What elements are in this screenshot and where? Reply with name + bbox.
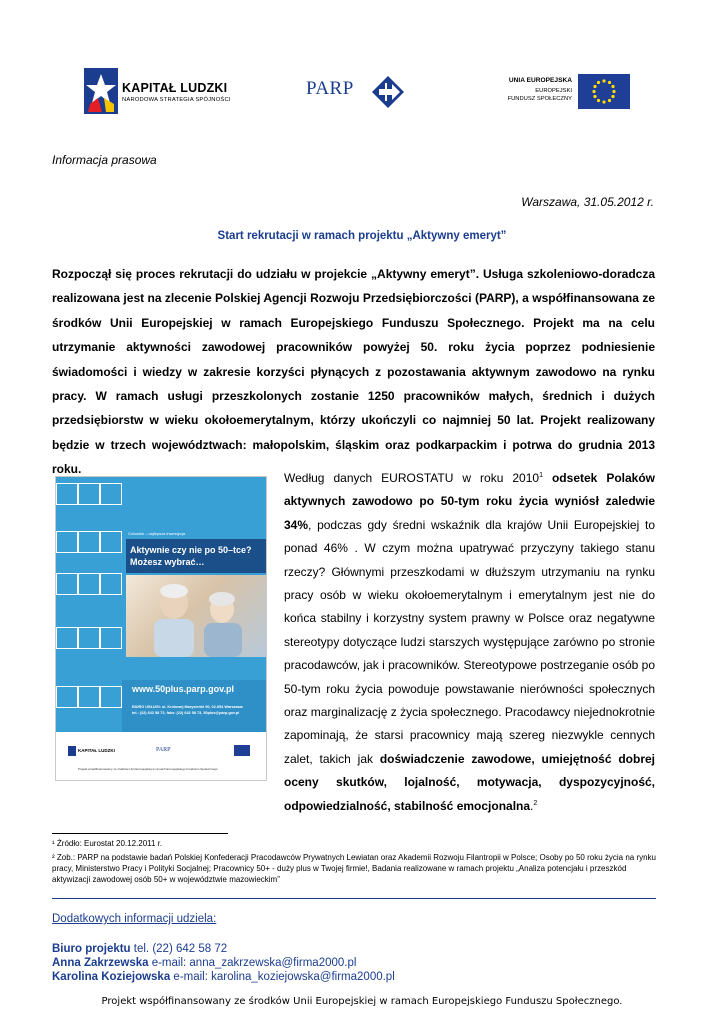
kl-title: KAPITAŁ LUDZKI (122, 81, 228, 95)
brochure-www: www.50plus.parp.gov.pl (132, 684, 235, 694)
eu-flag-icon (578, 74, 630, 109)
lead-paragraph: Rozpoczął się proces rekrutacji do udziału w projekcie „Aktywny emeryt”. Usługa szkoleniowo-doradcza realizowana jest na zlecenie Polskiej Agencji Rozwoju Przedsiębiorczości (PARP), a współfinansowana ze środków Unii Europejskiej w ramach Europejskiego Funduszu Społecznego. Projekt ma na celu utrzymanie aktywności zawodowej pracowników powyżej 50. roku życia poprzez podniesienie świadomości i wiedzy w zakresie korzyści płynących z pozostawania aktywnym zawodowo na rynku pracy. W ramach usługi przeszkolonych zostanie 1250 pracowników małych, średnich i dużych przedsiębiorstw w wieku okołoemerytalnym, którzy ukończyli co najmniej 50 lat. Projekt realizowany będzie w trzech województwach: małopolskim, śląskim oraz podkarpackim i potrwa do grudnia 2013 roku. (52, 267, 655, 477)
brochure-photo (126, 575, 266, 657)
brochure-eu-flag-icon (234, 745, 250, 756)
info-label: Informacja prasowa (52, 153, 157, 167)
body-paragraph (284, 467, 655, 818)
body-text-3: . (530, 798, 534, 813)
brochure-parp: PARP (156, 747, 171, 753)
ue-line2: EUROPEJSKI (535, 88, 572, 94)
parp-text: PARP (306, 78, 354, 99)
footnote-2: ² Zob.: PARP na podstawie badań Polskiej Konfederacji Pracodawców Prywatnych Lewiatan oraz Akademii Rozwoju Filantropii w Polsce; Osoby po 50 roku życia na rynku pracy, Ministerstwo Pracy i Polityki Socjalnej; Pracownicy 50+ - duży plus w Twojej firmie!, Badania realizowane w ramach projektu „Analiza potencjału i przeszkód aktywizacji zawodowej osób 50+ w województwie mazowieckim” (52, 853, 657, 884)
headline: Start rekrutacji w ramach projektu „Aktywny emeryt” (217, 230, 507, 242)
page-footer: Projekt współfinansowany ze środków Unii Europejskiej w ramach Europejskiego Funduszu Społecznego. (101, 996, 623, 1007)
contact-person-2-name: Karolina Koziejowska (52, 971, 171, 983)
contact-title: Dodatkowych informacji udziela: (52, 913, 217, 925)
footnote-divider (52, 833, 228, 834)
kl-subtitle: NARODOWA STRATEGIA SPÓJNOŚCI (122, 97, 231, 103)
brochure-title-1: Aktywnie czy nie po 50–tce? (130, 545, 252, 555)
contact-person-2 (52, 971, 395, 983)
date-line: Warszawa, 31.05.2012 r. (521, 195, 654, 209)
ue-line1: UNIA EUROPEJSKA (508, 77, 572, 84)
contact-person-2-email[interactable]: e-mail: karolina_koziejowska@firma2000.pl (170, 971, 395, 983)
brochure-kl: KAPITAŁ LUDZKI (78, 748, 115, 753)
footnote-ref-2: 2 (533, 799, 538, 807)
footnote-1: ¹ Źródło: Eurostat 20.12.2011 r. (52, 839, 163, 848)
body-bold-1: odsetek Polaków aktywnych zawodowo po 50-tym roku życia wyniósł zaledwie 34% (284, 471, 656, 532)
contact-person-1-name: Anna Zakrzewska (52, 957, 149, 969)
contact-divider (52, 898, 656, 899)
brochure-address-1: BIURO USŁUGI: ul. Królowej Marysieńki 90, 02-954 Warszawa (132, 705, 243, 709)
brochure-address-2: tel.: (22) 642 58 72, faks: (22) 642 58 73, 50plus@parp.gov.pl (132, 711, 240, 715)
contact-person-1-email[interactable]: e-mail: anna_zakrzewska@firma2000.pl (148, 957, 357, 969)
kapital-ludzki-logo (84, 68, 234, 114)
brochure-title-2: Możesz wybrać… (130, 557, 205, 567)
brochure-footer-text: Projekt współfinansowany ze środków Unii Europejskiej w ramach Europejskiego Funduszu Społecznego (78, 767, 218, 771)
brochure-kl-emblem-icon (68, 746, 76, 756)
body-text-1: Według danych EUROSTATU w roku 2010 (284, 471, 540, 485)
brochure-small-text: Człowiek – najlepsza inwestycja (128, 531, 185, 536)
contact-office-value: tel. (22) 642 58 72 (130, 943, 228, 955)
parp-logo (306, 74, 406, 110)
contact-office (52, 943, 227, 955)
ue-efs-logo (508, 74, 630, 110)
brochure-footer (56, 732, 266, 780)
body-text-2: , podczas gdy średni wskaźnik dla krajów Unii Europejskiej to ponad 46% . W czym można upatrywać przyczyny takiego stanu rzeczy? Głównymi przeszkodami w dłuższym utrzymaniu na rynku pracy osób w wieku okołoemerytalnym i emerytalnym jest nie do końca stabilny i korzystny system prawny w Polsce oraz negatywne stereotypy dotyczące ludzi starszych występujące zarówno po stronie pracodawców, jak i pracowników. Stereotypowe postrzeganie osób po 50-tym roku życia powoduje powstawanie nierówności społecznych oraz marginalizację z życia społecznego. Pracodawcy niejednokrotnie zapominają, że starsi pracownicy mają szereg niezwykle cennych zalet, takich jak (284, 517, 655, 766)
brochure-grid-bottom (56, 680, 122, 732)
body-bold-2: doświadczenie zawodowe, umiejętność dobrej oceny skutków, lojalność, motywacja, dyspozycyjność, odpowiedzialność, stabilność emocjonalna (284, 751, 655, 813)
parp-emblem-icon (370, 74, 406, 110)
footnote-ref-1: 1 (539, 472, 543, 479)
brochure-grid (56, 477, 122, 680)
brochure-image (55, 476, 267, 781)
ue-line3: FUNDUSZ SPOŁECZNY (507, 96, 572, 102)
contact-person-1 (52, 957, 356, 969)
contact-office-label: Biuro projektu (52, 943, 131, 955)
kapital-ludzki-emblem-icon (84, 68, 118, 114)
